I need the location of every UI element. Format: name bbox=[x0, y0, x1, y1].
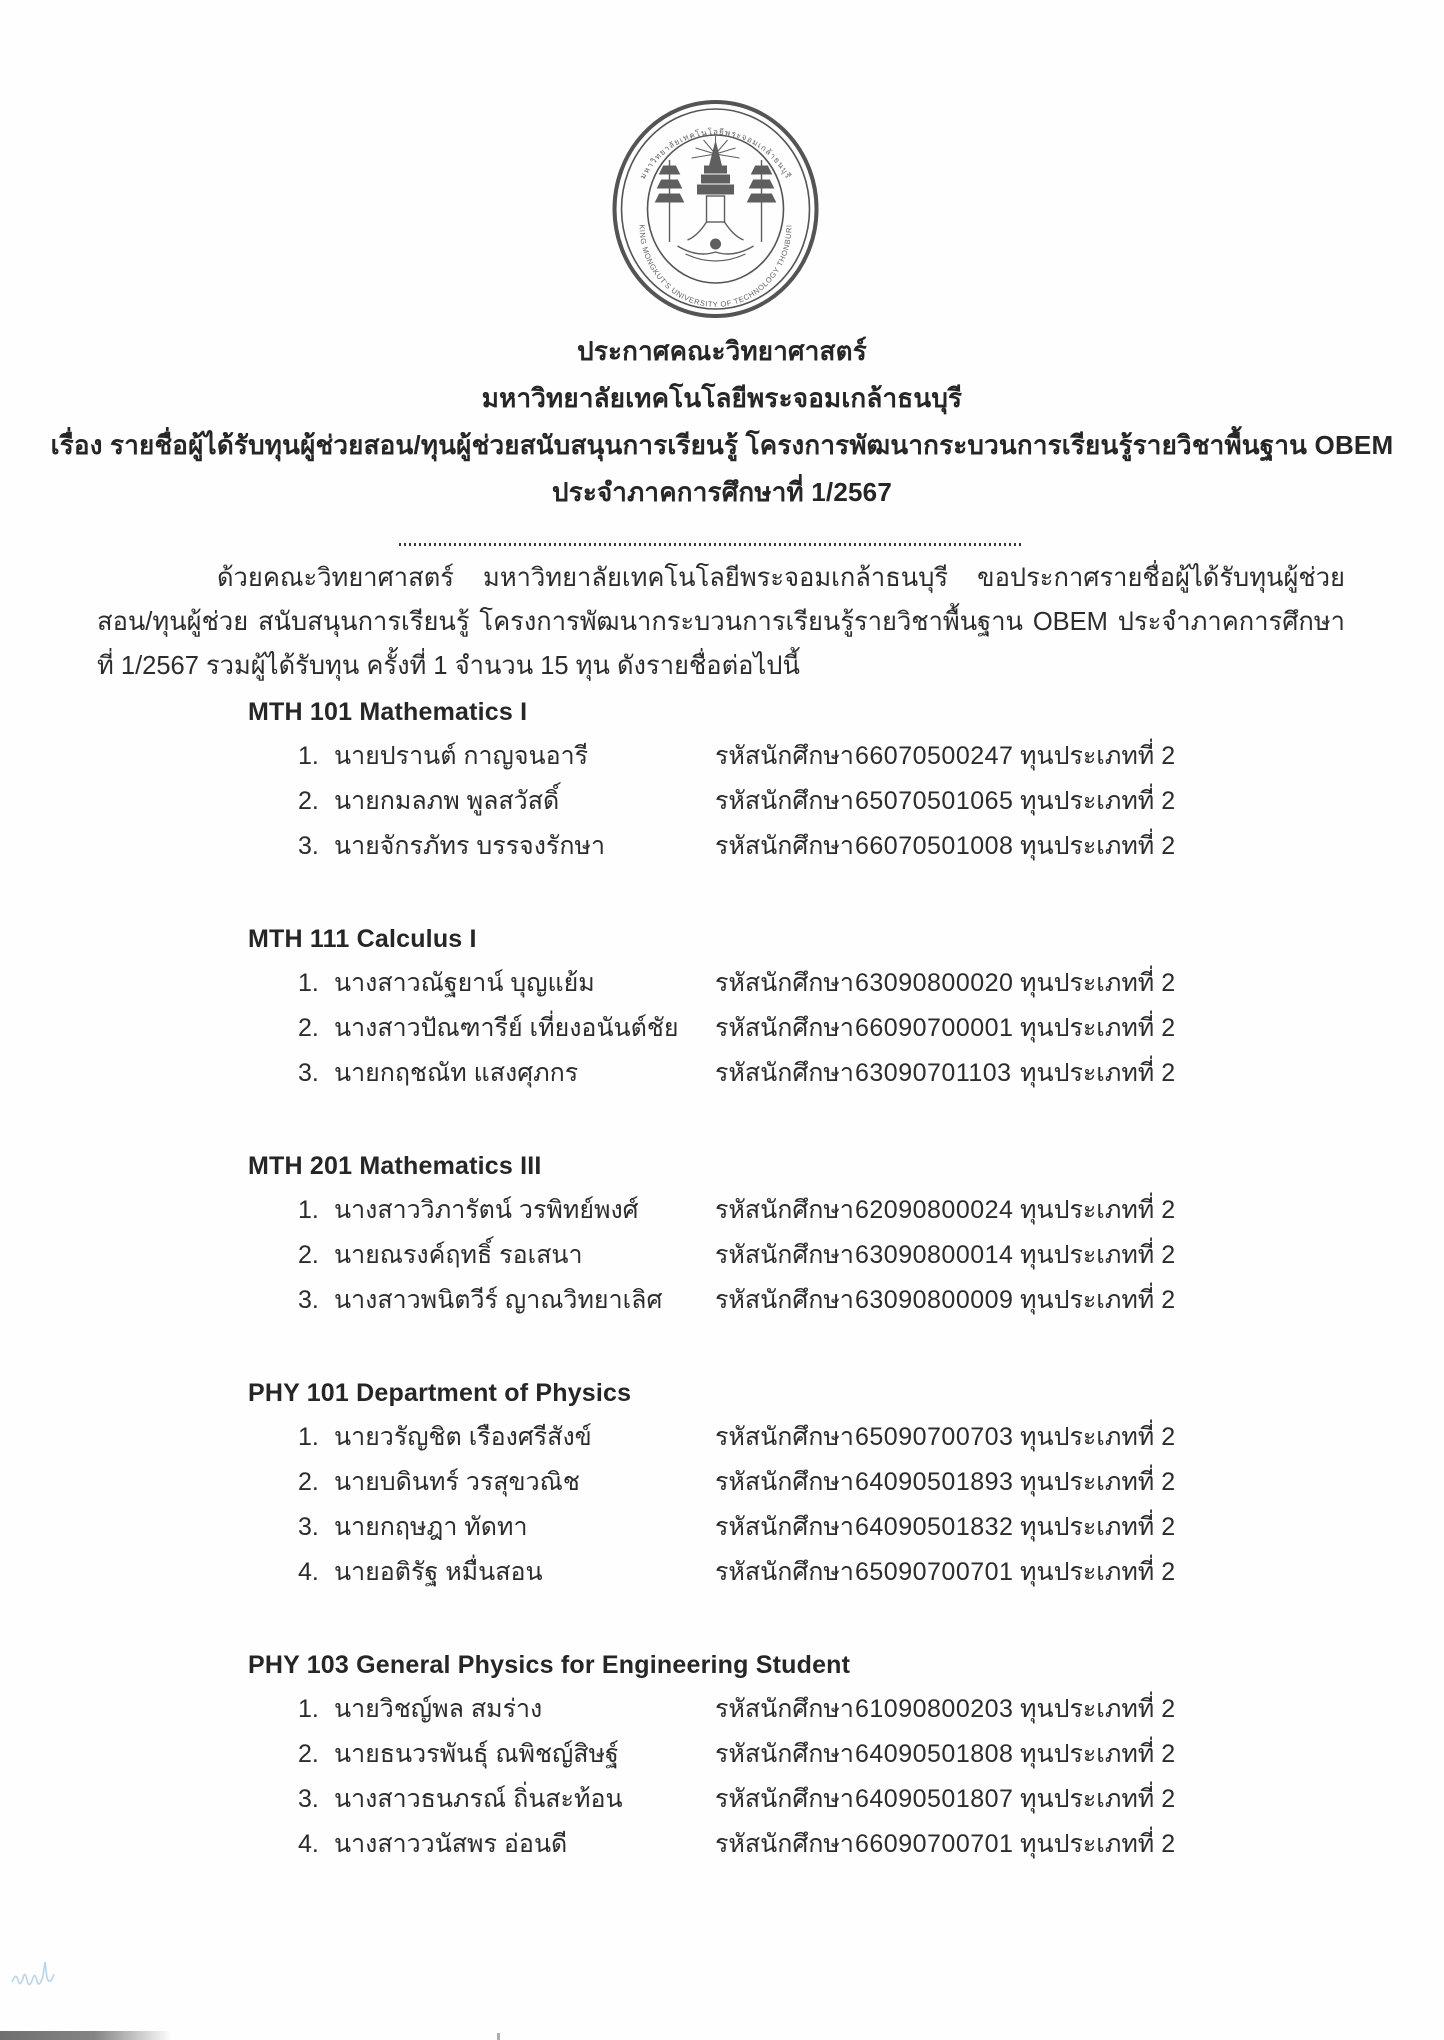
separator-dotted-line bbox=[399, 543, 1021, 546]
intro-paragraph: ด้วยคณะวิทยาศาสตร์ มหาวิทยาลัยเทคโนโลยีพระจอมเกล้าธนบุรี ขอประกาศรายชื่อผู้ได้รับทุนผู้ช่วยสอน/ทุนผู้ช่วย สนับสนุนการเรียนรู้ โครงการพัฒนากระบวนการเรียนรู้รายวิชาพื้นฐาน OBEM ประจำภาคการศึกษาที่ 1/2567 รวมผู้ได้รับทุน ครั้งที่ 1 จำนวน 15 ทุน ดังรายชื่อต่อไปนี้ bbox=[97, 564, 1345, 680]
document-header bbox=[0, 328, 1444, 516]
student-row bbox=[298, 1550, 1444, 1595]
student-name: นายวรัญชิต เรืองศรีสังข์ bbox=[334, 1423, 592, 1451]
student-number: 1. bbox=[298, 1423, 319, 1451]
grant-type: ทุนประเภทที่ 2 bbox=[1020, 1423, 1176, 1451]
student-name: นางสาววนัสพร อ่อนดี bbox=[334, 1830, 568, 1858]
student-id: 63090800014 bbox=[855, 1241, 1014, 1269]
course-section bbox=[0, 1643, 1444, 1867]
student-id-label: รหัสนักศึกษา bbox=[715, 1014, 854, 1042]
student-name: นางสาวธนภรณ์ ถิ่นสะท้อน bbox=[334, 1785, 623, 1813]
course-section bbox=[0, 1144, 1444, 1323]
student-number: 1. bbox=[298, 1196, 319, 1224]
course-section bbox=[0, 917, 1444, 1096]
student-number: 2. bbox=[298, 1014, 319, 1042]
student-name: นายบดินทร์ วรสุขวณิช bbox=[334, 1468, 580, 1496]
student-name: นายกฤชณัท แสงศุภกร bbox=[334, 1059, 579, 1087]
student-id: 63090800020 bbox=[855, 969, 1014, 997]
student-name: นายธนวรพันธุ์ ณพิชญ์สิษฐ์ bbox=[334, 1740, 619, 1768]
student-id: 64090501807 bbox=[855, 1785, 1014, 1813]
course-title: PHY 101 Department of Physics bbox=[248, 1379, 632, 1407]
student-row bbox=[298, 1460, 1444, 1505]
student-number: 4. bbox=[298, 1558, 319, 1586]
student-name: นางสาววิภารัตน์ วรพิทย์พงศ์ bbox=[334, 1196, 639, 1224]
student-id: 66070500247 bbox=[855, 742, 1014, 770]
pen-smudge-artifact bbox=[6, 1948, 70, 2000]
student-id-label: รหัสนักศึกษา bbox=[715, 1423, 854, 1451]
student-id: 63090701103 bbox=[855, 1059, 1012, 1087]
student-number: 2. bbox=[298, 1468, 319, 1496]
student-row bbox=[298, 824, 1444, 869]
student-id: 64090501832 bbox=[855, 1513, 1014, 1541]
course-section bbox=[0, 1371, 1444, 1595]
course-title: PHY 103 General Physics for Engineering Student bbox=[248, 1651, 851, 1679]
student-row bbox=[298, 1415, 1444, 1460]
student-row bbox=[298, 1822, 1444, 1867]
student-name: นายวิชญ์พล สมร่าง bbox=[334, 1695, 543, 1723]
student-number: 1. bbox=[298, 969, 319, 997]
student-id: 63090800009 bbox=[855, 1286, 1014, 1314]
grant-type: ทุนประเภทที่ 2 bbox=[1020, 1241, 1176, 1269]
student-number: 3. bbox=[298, 1513, 319, 1541]
student-id: 65090700703 bbox=[855, 1423, 1014, 1451]
course-section bbox=[0, 690, 1444, 869]
student-row bbox=[298, 961, 1444, 1006]
student-number: 3. bbox=[298, 832, 319, 860]
student-row bbox=[298, 1732, 1444, 1777]
grant-type: ทุนประเภทที่ 2 bbox=[1020, 969, 1176, 997]
student-id-label: รหัสนักศึกษา bbox=[715, 742, 854, 770]
seal-crown-emblem bbox=[656, 136, 776, 261]
student-number: 1. bbox=[298, 742, 319, 770]
student-row bbox=[298, 1051, 1444, 1096]
student-number: 3. bbox=[298, 1286, 319, 1314]
seal-ring-text-top: มหาวิทยาลัยเทคโนโลยีพระจอมเกล้าธนบุรี bbox=[638, 127, 793, 181]
student-row bbox=[298, 1687, 1444, 1732]
grant-type: ทุนประเภทที่ 2 bbox=[1020, 1014, 1176, 1042]
student-id-label: รหัสนักศึกษา bbox=[715, 1468, 854, 1496]
grant-type: ทุนประเภทที่ 2 bbox=[1020, 1830, 1176, 1858]
student-number: 3. bbox=[298, 1785, 319, 1813]
grant-type: ทุนประเภทที่ 2 bbox=[1020, 1513, 1176, 1541]
student-name: นางสาวปัณฑารีย์ เที่ยงอนันต์ชัย bbox=[334, 1014, 679, 1042]
student-number: 2. bbox=[298, 787, 319, 815]
term-line: ประจำภาคการศึกษาที่ 1/2567 bbox=[552, 477, 892, 507]
student-number: 2. bbox=[298, 1241, 319, 1269]
student-name: นายอติรัฐ หมื่นสอน bbox=[334, 1558, 543, 1586]
sections bbox=[0, 690, 1444, 1915]
student-id: 66090700001 bbox=[855, 1014, 1014, 1042]
seal-ring-text-bottom: KING MONGKUT'S UNIVERSITY OF TECHNOLOGY THONBURI bbox=[637, 224, 794, 309]
student-name: นายกมลภพ พูลสวัสดิ์ bbox=[334, 787, 560, 815]
student-row bbox=[298, 1188, 1444, 1233]
student-id-label: รหัสนักศึกษา bbox=[715, 1286, 854, 1314]
student-row bbox=[298, 1777, 1444, 1822]
grant-type: ทุนประเภทที่ 2 bbox=[1020, 832, 1176, 860]
student-row bbox=[298, 779, 1444, 824]
student-name: นางสาวณัฐยาน์ บุญแย้ม bbox=[334, 969, 595, 997]
student-id-label: รหัสนักศึกษา bbox=[715, 1785, 854, 1813]
student-number: 2. bbox=[298, 1740, 319, 1768]
course-title: MTH 201 Mathematics III bbox=[248, 1152, 542, 1180]
student-name: นายกฤษฎา ทัดทา bbox=[334, 1513, 528, 1541]
grant-type: ทุนประเภทที่ 2 bbox=[1020, 1286, 1176, 1314]
university-name: มหาวิทยาลัยเทคโนโลยีพระจอมเกล้าธนบุรี bbox=[481, 383, 963, 413]
announcement-title: ประกาศคณะวิทยาศาสตร์ bbox=[577, 336, 867, 366]
student-name: นายจักรภัทร บรรจงรักษา bbox=[334, 832, 605, 860]
grant-type: ทุนประเภทที่ 2 bbox=[1020, 742, 1176, 770]
grant-type: ทุนประเภทที่ 2 bbox=[1020, 1059, 1176, 1087]
student-id: 64090501893 bbox=[855, 1468, 1014, 1496]
student-id: 66090700701 bbox=[855, 1830, 1014, 1858]
student-number: 1. bbox=[298, 1695, 319, 1723]
student-id: 65090700701 bbox=[855, 1558, 1014, 1586]
svg-text:KING MONGKUT'S UNIVERSITY OF T bbox=[637, 224, 793, 309]
student-id-label: รหัสนักศึกษา bbox=[715, 1241, 854, 1269]
student-row bbox=[298, 1505, 1444, 1550]
student-id-label: รหัสนักศึกษา bbox=[715, 832, 854, 860]
student-row bbox=[298, 1006, 1444, 1051]
grant-type: ทุนประเภทที่ 2 bbox=[1020, 1695, 1176, 1723]
course-title: MTH 101 Mathematics I bbox=[248, 698, 528, 726]
scan-tick-artifact bbox=[497, 2033, 500, 2040]
student-id-label: รหัสนักศึกษา bbox=[715, 787, 854, 815]
grant-type: ทุนประเภทที่ 2 bbox=[1020, 1785, 1176, 1813]
student-id-label: รหัสนักศึกษา bbox=[715, 1695, 854, 1723]
university-seal bbox=[608, 96, 824, 322]
grant-type: ทุนประเภทที่ 2 bbox=[1020, 787, 1176, 815]
university-seal-icon bbox=[608, 96, 824, 322]
grant-type: ทุนประเภทที่ 2 bbox=[1020, 1740, 1176, 1768]
student-row bbox=[298, 1233, 1444, 1278]
student-id-label: รหัสนักศึกษา bbox=[715, 1059, 854, 1087]
student-id-label: รหัสนักศึกษา bbox=[715, 1740, 854, 1768]
student-id: 62090800024 bbox=[855, 1196, 1014, 1224]
course-title: MTH 111 Calculus I bbox=[248, 925, 477, 953]
grant-type: ทุนประเภทที่ 2 bbox=[1020, 1558, 1176, 1586]
student-id: 66070501008 bbox=[855, 832, 1014, 860]
student-id: 64090501808 bbox=[855, 1740, 1014, 1768]
student-number: 3. bbox=[298, 1059, 319, 1087]
student-id-label: รหัสนักศึกษา bbox=[715, 1830, 854, 1858]
student-id-label: รหัสนักศึกษา bbox=[715, 1513, 854, 1541]
grant-type: ทุนประเภทที่ 2 bbox=[1020, 1468, 1176, 1496]
student-name: นายปรานต์ กาญจนอารี bbox=[334, 742, 589, 770]
student-id-label: รหัสนักศึกษา bbox=[715, 1558, 854, 1586]
subject-line: เรื่อง รายชื่อผู้ได้รับทุนผู้ช่วยสอน/ทุนผู้ช่วยสนับสนุนการเรียนรู้ โครงการพัฒนากระบวนการเรียนรู้รายวิชาพื้นฐาน OBEM bbox=[50, 430, 1394, 460]
scan-edge-artifact bbox=[0, 2031, 172, 2040]
student-id: 61090800203 bbox=[855, 1695, 1014, 1723]
student-id-label: รหัสนักศึกษา bbox=[715, 969, 854, 997]
student-id-label: รหัสนักศึกษา bbox=[715, 1196, 854, 1224]
grant-type: ทุนประเภทที่ 2 bbox=[1020, 1196, 1176, 1224]
student-row bbox=[298, 1278, 1444, 1323]
student-number: 4. bbox=[298, 1830, 319, 1858]
student-name: นายณรงค์ฤทธิ์ รอเสนา bbox=[334, 1241, 583, 1269]
student-name: นางสาวพนิตวีร์ ญาณวิทยาเลิศ bbox=[334, 1286, 663, 1314]
student-id: 65070501065 bbox=[855, 787, 1014, 815]
student-row bbox=[298, 734, 1444, 779]
